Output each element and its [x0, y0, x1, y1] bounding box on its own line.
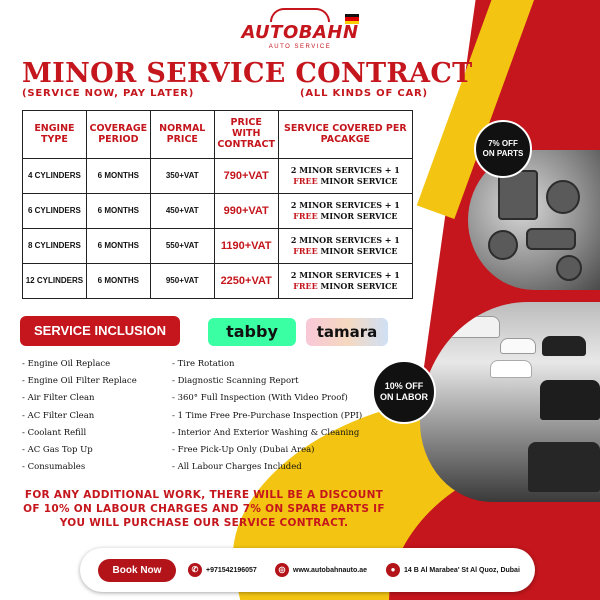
service-inclusion-heading: SERVICE INCLUSION: [20, 316, 180, 346]
car-outline-icon: [270, 8, 330, 22]
service-covered-cell: [278, 264, 412, 299]
phone-icon: ✆: [188, 563, 202, 577]
book-now-button[interactable]: Book Now: [98, 559, 176, 582]
list-item: - Engine Oil Replace: [22, 359, 111, 369]
discount-line: OF 10% ON LABOUR CHARGES AND 7% ON SPARE PARTS IF: [23, 503, 385, 516]
list-item: - 1 Time Free Pre-Purchase Inspection (PPI): [172, 410, 363, 421]
website-url: www.autobahnauto.ae: [293, 566, 368, 574]
badge-line: ON LABOR: [380, 392, 428, 402]
brand-logo: [240, 8, 360, 50]
contract-price-cell: 1190+VAT: [214, 229, 278, 264]
tabby-logo: tabby: [208, 318, 296, 346]
engine-cell: 12 CYLINDERS: [23, 264, 87, 299]
column-header: COVERAGE PERIOD: [86, 111, 150, 159]
service-covered-cell: [278, 159, 412, 194]
period-cell: 6 MONTHS: [86, 264, 150, 299]
address-text: 14 B Al Marabea' St Al Quoz, Dubai: [404, 566, 520, 574]
table-row: [23, 194, 413, 229]
column-header: SERVICE COVERED PER PACAKGE: [278, 111, 412, 159]
free-word: FREE: [293, 176, 318, 186]
engine-cell: 6 CYLINDERS: [23, 194, 87, 229]
contract-price-cell: 990+VAT: [214, 194, 278, 229]
list-item: - Air Filter Clean: [22, 393, 95, 404]
normal-price-cell: 350+VAT: [150, 159, 214, 194]
free-word: FREE: [293, 211, 318, 221]
period-cell: 6 MONTHS: [86, 194, 150, 229]
discount-line: FOR ANY ADDITIONAL WORK, THERE WILL BE A DISCOUNT: [24, 489, 384, 501]
contact-bar: [80, 548, 535, 592]
list-item: - AC Gas Top Up: [22, 444, 93, 455]
column-header: NORMAL PRICE: [150, 111, 214, 159]
table-header-row: [23, 111, 413, 159]
tamara-logo: tamara: [306, 318, 388, 346]
list-item: - All Labour Charges Included: [172, 462, 302, 473]
column-header: PRICE WITH CONTRACT: [214, 111, 278, 159]
labor-discount-badge: [372, 360, 436, 424]
free-rest: MINOR SERVICE: [317, 281, 398, 291]
list-item: - 360° Full Inspection (With Video Proof): [172, 393, 348, 404]
subtitle-right: (ALL KINDS OF CAR): [300, 88, 428, 99]
logo-subtext: AUTO SERVICE: [268, 44, 332, 50]
price-table: [22, 110, 413, 299]
engine-cell: 4 CYLINDERS: [23, 159, 87, 194]
column-header: ENGINE TYPE: [23, 111, 87, 159]
free-rest: MINOR SERVICE: [317, 246, 398, 256]
table-row: [23, 229, 413, 264]
website-contact[interactable]: [275, 562, 367, 578]
table-row: [23, 159, 413, 194]
normal-price-cell: 950+VAT: [150, 264, 214, 299]
badge-line: 7% OFF: [488, 139, 518, 149]
list-item: - Engine Oil Filter Replace: [22, 376, 137, 387]
free-rest: MINOR SERVICE: [317, 211, 398, 221]
period-cell: 6 MONTHS: [86, 159, 150, 194]
list-item: - Consumables: [22, 462, 86, 473]
free-word: FREE: [293, 246, 318, 256]
covered-line: 2 MINOR SERVICES + 1: [290, 270, 400, 281]
free-word: FREE: [293, 281, 318, 291]
free-rest: MINOR SERVICE: [317, 176, 398, 186]
normal-price-cell: 550+VAT: [150, 229, 214, 264]
covered-line: 2 MINOR SERVICES + 1: [290, 200, 400, 211]
period-cell: 6 MONTHS: [86, 229, 150, 264]
service-covered-cell: [278, 229, 412, 264]
inclusion-list-left: [22, 356, 137, 476]
globe-icon: ◎: [275, 563, 289, 577]
covered-line: 2 MINOR SERVICES + 1: [290, 235, 400, 246]
table-row: [23, 264, 413, 299]
badge-line: ON PARTS: [482, 149, 524, 158]
list-item: - Interior And Exterior Washing & Cleaning: [172, 427, 360, 438]
badge-line: 10% OFF: [384, 381, 424, 392]
location-pin-icon: ●: [386, 563, 400, 577]
subtitle-left: (SERVICE NOW, PAY LATER): [22, 88, 195, 99]
list-item: - Coolant Refill: [22, 427, 87, 438]
list-item: - Tire Rotation: [172, 359, 235, 369]
engine-cell: 8 CYLINDERS: [23, 229, 87, 264]
inclusion-list-right: [172, 356, 362, 476]
service-covered-cell: [278, 194, 412, 229]
list-item: - AC Filter Clean: [22, 410, 95, 421]
list-item: - Free Pick-Up Only (Dubai Area): [172, 444, 315, 455]
normal-price-cell: 450+VAT: [150, 194, 214, 229]
address-contact: [386, 562, 520, 578]
contract-price-cell: 2250+VAT: [214, 264, 278, 299]
covered-line: 2 MINOR SERVICES + 1: [290, 165, 400, 176]
discount-note: [20, 488, 388, 531]
phone-number: +971542196057: [206, 566, 257, 574]
logo-text: AUTOBAHN: [241, 22, 359, 43]
discount-line: YOU WILL PURCHASE OUR SERVICE CONTRACT.: [59, 517, 349, 530]
phone-contact[interactable]: [188, 562, 257, 578]
page-title: MINOR SERVICE CONTRACT: [22, 58, 473, 89]
contract-price-cell: 790+VAT: [214, 159, 278, 194]
list-item: - Diagnostic Scanning Report: [172, 376, 299, 387]
parts-discount-badge: [474, 120, 532, 178]
